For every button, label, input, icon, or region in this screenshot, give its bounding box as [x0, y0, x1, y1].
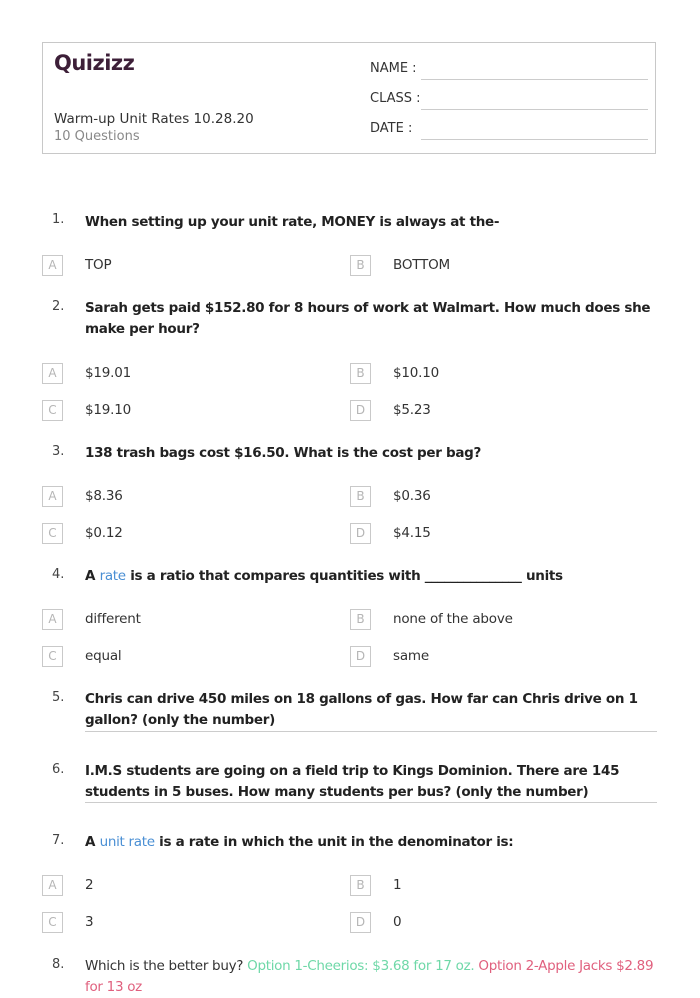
option-text: $10.10 [393, 365, 440, 381]
option-text: $4.15 [393, 525, 431, 541]
highlighted-term: unit rate [99, 834, 155, 850]
quiz-title: Warm-up Unit Rates 10.28.20 [54, 111, 254, 127]
question-count: 10 Questions [54, 129, 140, 144]
class-field[interactable] [370, 89, 648, 119]
question-text-post: is a ratio that compares quantities with _______________ units [125, 568, 563, 584]
option-letter-box: A [42, 255, 63, 276]
question-text-pre: A [85, 568, 100, 584]
option-letter-box: C [42, 912, 63, 933]
option-letter-box: B [350, 255, 371, 276]
option-letter-box: C [42, 523, 63, 544]
option-text: $19.10 [85, 402, 132, 418]
option-letter-box: A [42, 875, 63, 896]
question-number: 4. [52, 567, 65, 582]
option-text: $0.12 [85, 525, 123, 541]
q6-answer-line[interactable] [85, 802, 657, 803]
question-text: 138 trash bags cost $16.50. What is the cost per bag? [85, 445, 482, 461]
student-info-fields [370, 59, 648, 149]
question-number: 5. [52, 690, 65, 705]
question-text [85, 566, 657, 587]
option-letter-box: D [350, 400, 371, 421]
option-letter-box: D [350, 912, 371, 933]
option-text: $8.36 [85, 488, 123, 504]
question-number: 8. [52, 957, 65, 972]
option-letter-box: C [42, 646, 63, 667]
name-line[interactable] [421, 79, 648, 80]
option-text: equal [85, 648, 122, 664]
option-text: $5.23 [393, 402, 431, 418]
option-text: 1 [393, 877, 402, 893]
option-letter-box: B [350, 609, 371, 630]
option-text: different [85, 611, 141, 627]
class-label: CLASS : [370, 91, 421, 106]
question-number: 2. [52, 299, 65, 314]
option-letter-box: D [350, 646, 371, 667]
option-letter-box: A [42, 363, 63, 384]
quizizz-logo: Quizizz [54, 51, 135, 75]
question-text: When setting up your unit rate, MONEY is always at the- [85, 214, 500, 230]
option-text: 2 [85, 877, 94, 893]
option-2-highlight: Option 2-Apple Jacks $2.89 for 13 oz [85, 958, 654, 995]
option-text: BOTTOM [393, 257, 450, 273]
option-text: 3 [85, 914, 94, 930]
option-letter-box: A [42, 486, 63, 507]
question-text: Chris can drive 450 miles on 18 gallons of gas. How far can Chris drive on 1 gallon? (only the number) [85, 691, 638, 728]
option-text: TOP [85, 257, 112, 273]
option-letter-box: B [350, 363, 371, 384]
date-line[interactable] [421, 139, 648, 140]
option-letter-box: B [350, 875, 371, 896]
question-number: 1. [52, 212, 65, 227]
question-number: 7. [52, 833, 65, 848]
option-1-highlight: Option 1-Cheerios: $3.68 for 17 oz. [247, 958, 475, 974]
date-label: DATE : [370, 121, 413, 136]
option-letter-box: A [42, 609, 63, 630]
date-field[interactable] [370, 119, 648, 149]
question-text: I.M.S students are going on a field trip to Kings Dominion. There are 145 students in 5 buses. How many students per bus? (only the number) [85, 763, 620, 800]
highlighted-term: rate [99, 568, 126, 584]
q5-answer-line[interactable] [85, 731, 657, 732]
worksheet-header [42, 42, 656, 154]
question-text-post: is a rate in which the unit in the denominator is: [154, 834, 514, 850]
option-text: $19.01 [85, 365, 132, 381]
class-line[interactable] [421, 109, 648, 110]
question-text-pre: Which is the better buy? [85, 958, 248, 974]
question-text [85, 956, 657, 998]
question-number: 6. [52, 762, 65, 777]
option-letter-box: D [350, 523, 371, 544]
option-letter-box: B [350, 486, 371, 507]
name-label: NAME : [370, 61, 417, 76]
question-text: Sarah gets paid $152.80 for 8 hours of work at Walmart. How much does she make per hour? [85, 300, 651, 337]
option-text: same [393, 648, 429, 664]
question-number: 3. [52, 444, 65, 459]
option-text: $0.36 [393, 488, 431, 504]
option-text: none of the above [393, 611, 513, 627]
question-text [85, 832, 657, 853]
option-letter-box: C [42, 400, 63, 421]
question-text-pre: A [85, 834, 100, 850]
name-field[interactable] [370, 59, 648, 89]
option-text: 0 [393, 914, 402, 930]
